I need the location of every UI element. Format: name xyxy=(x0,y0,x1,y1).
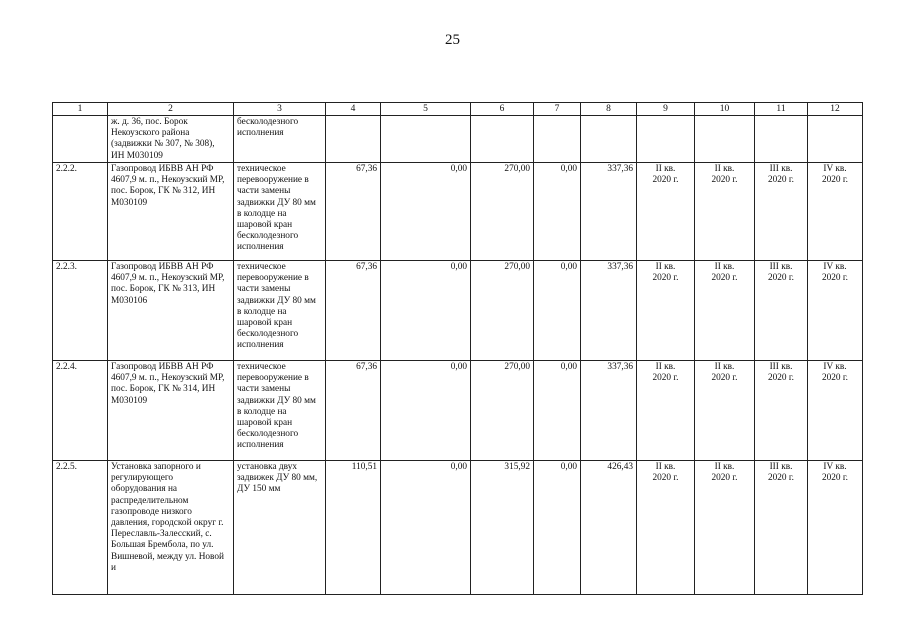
row-id: 2.2.2. xyxy=(53,163,108,261)
column-number: 10 xyxy=(695,103,755,116)
quarter-cell: II кв. 2020 г. xyxy=(637,261,695,361)
object-description: Газопровод ИБВВ АН РФ 4607,9 м. п., Некоузский МР, пос. Борок, ГК № 312, ИН М030109 xyxy=(108,163,234,261)
column-number: 2 xyxy=(108,103,234,116)
column-number: 1 xyxy=(53,103,108,116)
value-cell: 0,00 xyxy=(381,163,471,261)
work-description: техническое перевооружение в части замены задвижки ДУ 80 мм в колодце на шаровой кран бесколодезного исполнения xyxy=(234,163,326,261)
object-description: Газопровод ИБВВ АН РФ 4607,9 м. п., Некоузский МР, пос. Борок, ГК № 313, ИН М030106 xyxy=(108,261,234,361)
value-cell: 270,00 xyxy=(471,163,534,261)
table-row xyxy=(53,361,863,461)
value-cell: 315,92 xyxy=(471,461,534,595)
column-number: 11 xyxy=(755,103,808,116)
table-row xyxy=(53,261,863,361)
quarter-cell: IV кв. 2020 г. xyxy=(808,163,863,261)
value-cell: 0,00 xyxy=(534,361,581,461)
value-cell: 337,36 xyxy=(581,261,637,361)
value-cell: 0,00 xyxy=(534,461,581,595)
value-cell: 0,00 xyxy=(381,461,471,595)
page-number: 25 xyxy=(445,32,460,48)
table-row xyxy=(53,461,863,595)
quarter-cell: IV кв. 2020 г. xyxy=(808,261,863,361)
quarter-cell: III кв. 2020 г. xyxy=(755,163,808,261)
table-row xyxy=(53,116,863,163)
value-cell: 67,36 xyxy=(326,163,381,261)
quarter-cell: III кв. 2020 г. xyxy=(755,361,808,461)
column-number: 3 xyxy=(234,103,326,116)
value-cell: 67,36 xyxy=(326,361,381,461)
column-number: 8 xyxy=(581,103,637,116)
quarter-cell: IV кв. 2020 г. xyxy=(808,361,863,461)
value-cell: 0,00 xyxy=(534,261,581,361)
quarter-cell: II кв. 2020 г. xyxy=(637,361,695,461)
work-description: установка двух задвижек ДУ 80 мм, ДУ 150 мм xyxy=(234,461,326,595)
value-cell: 0,00 xyxy=(381,361,471,461)
quarter-cell: II кв. 2020 г. xyxy=(637,461,695,595)
quarter-cell: II кв. 2020 г. xyxy=(695,461,755,595)
column-number: 7 xyxy=(534,103,581,116)
column-number: 4 xyxy=(326,103,381,116)
quarter-cell: II кв. 2020 г. xyxy=(637,163,695,261)
column-number-row xyxy=(53,103,863,116)
value-cell: 0,00 xyxy=(381,261,471,361)
row-id xyxy=(53,116,108,163)
column-number: 9 xyxy=(637,103,695,116)
work-description: техническое перевооружение в части замены задвижки ДУ 80 мм в колодце на шаровой кран бесколодезного исполнения xyxy=(234,261,326,361)
quarter-cell: II кв. 2020 г. xyxy=(695,361,755,461)
value-cell: 67,36 xyxy=(326,261,381,361)
quarter-cell: III кв. 2020 г. xyxy=(755,461,808,595)
row-id: 2.2.4. xyxy=(53,361,108,461)
value-cell: 337,36 xyxy=(581,361,637,461)
object-description: Установка запорного и регулирующего оборудования на распределительном газопроводе низкого давления, городской округ г. Переславль-Залесский, с. Большая Брембола, по ул. Вишневой, между ул. Новой и xyxy=(108,461,234,595)
value-cell: 0,00 xyxy=(534,163,581,261)
quarter-cell: IV кв. 2020 г. xyxy=(808,461,863,595)
quarter-cell: III кв. 2020 г. xyxy=(755,261,808,361)
value-cell: 426,43 xyxy=(581,461,637,595)
value-cell: 337,36 xyxy=(581,163,637,261)
value-cell: 110,51 xyxy=(326,461,381,595)
work-description: техническое перевооружение в части замены задвижки ДУ 80 мм в колодце на шаровой кран бесколодезного исполнения xyxy=(234,361,326,461)
column-number: 6 xyxy=(471,103,534,116)
quarter-cell: II кв. 2020 г. xyxy=(695,163,755,261)
row-id: 2.2.5. xyxy=(53,461,108,595)
investment-program-table xyxy=(52,102,863,595)
value-cell: 270,00 xyxy=(471,361,534,461)
object-description: Газопровод ИБВВ АН РФ 4607,9 м. п., Некоузский МР, пос. Борок, ГК № 314, ИН М030109 xyxy=(108,361,234,461)
object-description: ж. д. 36, пос. Борок Некоузского района (задвижки № 307, № 308), ИН М030109 xyxy=(108,116,234,163)
work-description: бесколодезного исполнения xyxy=(234,116,326,163)
column-number: 5 xyxy=(381,103,471,116)
value-cell: 270,00 xyxy=(471,261,534,361)
quarter-cell: II кв. 2020 г. xyxy=(695,261,755,361)
column-number: 12 xyxy=(808,103,863,116)
table-row xyxy=(53,163,863,261)
row-id: 2.2.3. xyxy=(53,261,108,361)
